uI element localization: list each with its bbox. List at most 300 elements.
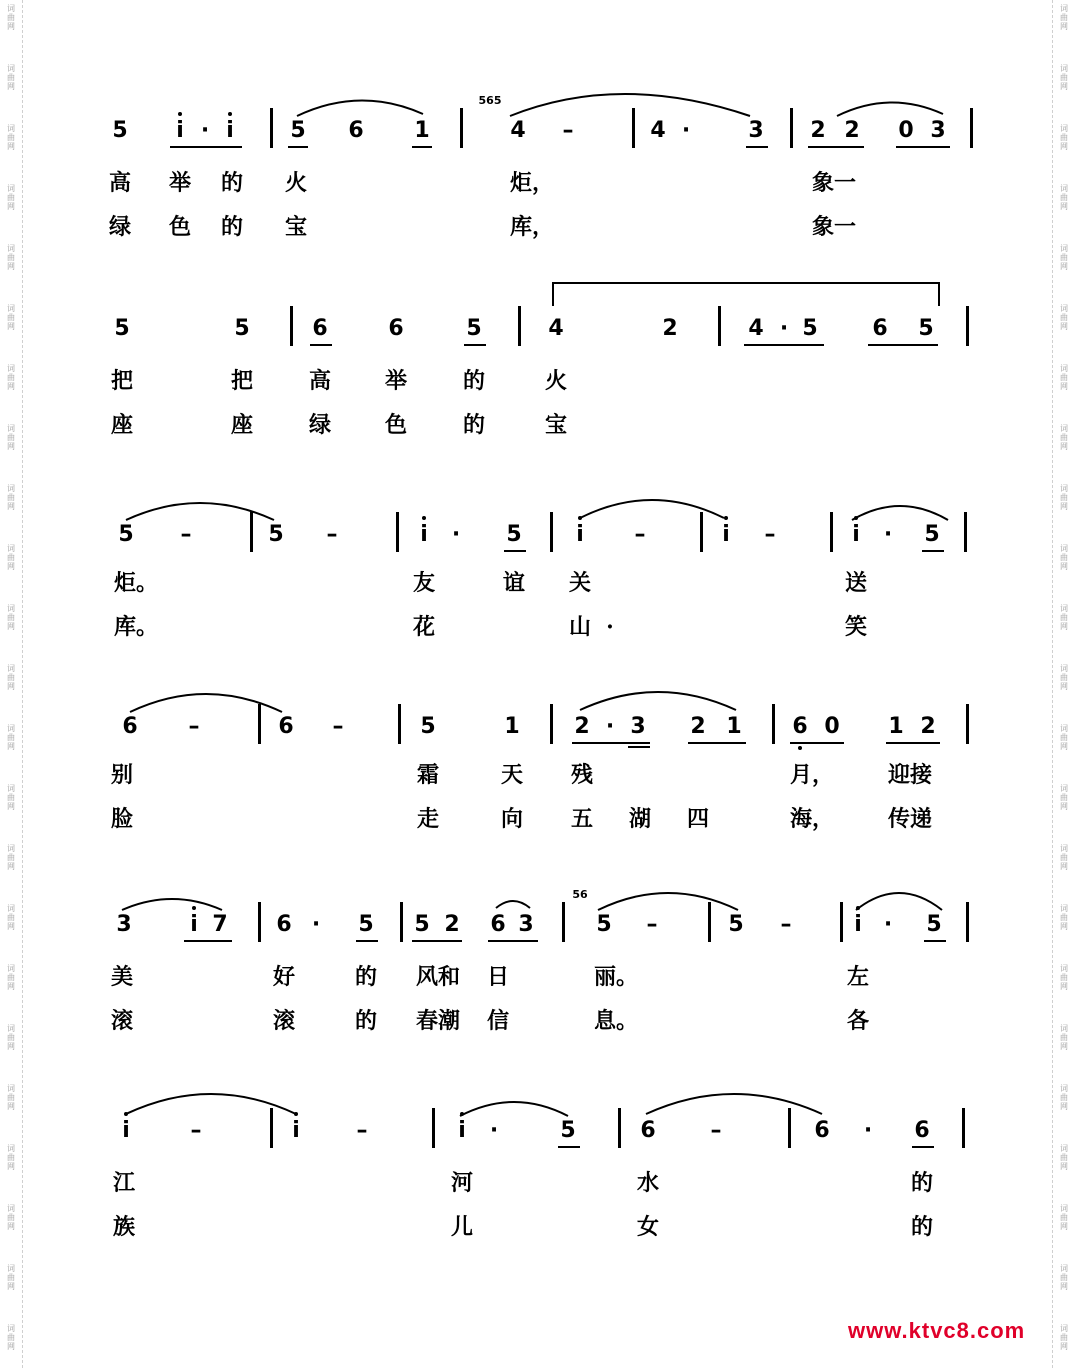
- note: 6: [792, 714, 808, 739]
- barline: [840, 902, 843, 942]
- watermark-text: 词 曲 网: [1060, 244, 1068, 271]
- barline: [550, 704, 553, 744]
- lyric-syllable: 色: [384, 412, 408, 438]
- watermark-text: 词 曲 网: [1060, 544, 1068, 571]
- barline: [518, 306, 521, 346]
- barline: [790, 108, 793, 148]
- lyric-syllable: 库，: [509, 214, 555, 240]
- lyric-syllable: 四: [686, 806, 710, 832]
- note: 2: [920, 714, 936, 739]
- beam-underline: [886, 742, 940, 744]
- lyric-syllable: 迎接: [887, 762, 933, 788]
- note: –: [326, 522, 338, 547]
- watermark-text: 词 曲 网: [1060, 1084, 1068, 1111]
- note: i: [176, 118, 184, 143]
- lyric-syllable: 色: [168, 214, 192, 240]
- lyric-syllable: 脸: [110, 806, 134, 832]
- lyric-syllable: 高: [108, 170, 132, 196]
- lyric-syllable: 高: [308, 368, 332, 394]
- lyric-syllable: 息。: [593, 1008, 639, 1034]
- lyric-syllable: 把: [230, 368, 254, 394]
- watermark-text: 词 曲 网: [1060, 724, 1068, 751]
- beam-underline: [896, 146, 950, 148]
- note: 5: [918, 316, 934, 341]
- note: 5: [414, 912, 430, 937]
- note: 3: [518, 912, 534, 937]
- barline: [432, 1108, 435, 1148]
- barline: [966, 902, 969, 942]
- watermark-text: 词 曲 网: [7, 664, 15, 691]
- watermark-text: 词 曲 网: [7, 4, 15, 31]
- note: 6: [348, 118, 364, 143]
- note: i: [458, 1118, 466, 1143]
- barline: [788, 1108, 791, 1148]
- beam-underline: [922, 550, 944, 552]
- lyric-syllable: 炬，: [509, 170, 555, 196]
- note: 0: [898, 118, 914, 143]
- watermark-text: 词 曲 网: [7, 1024, 15, 1051]
- lyric-verse-1: [0, 368, 1074, 398]
- note: 6: [814, 1118, 830, 1143]
- beam-underline: [310, 344, 332, 346]
- notation-line: [0, 494, 1074, 554]
- note: 5: [802, 316, 818, 341]
- beam-underline: [808, 146, 864, 148]
- barline: [400, 902, 403, 942]
- beam-underline: [356, 940, 378, 942]
- watermark-text: 词 曲 网: [7, 784, 15, 811]
- beam-underline: [558, 1146, 580, 1148]
- slur: [494, 896, 532, 910]
- watermark-text: 词 曲 网: [1060, 904, 1068, 931]
- barline: [290, 306, 293, 346]
- barline: [772, 704, 775, 744]
- note: 6: [490, 912, 506, 937]
- lyric-syllable: 宝: [284, 214, 308, 240]
- lyric-verse-2: [0, 806, 1074, 836]
- note: 5: [728, 912, 744, 937]
- note: ·: [863, 1118, 873, 1143]
- slur: [500, 86, 760, 120]
- watermark-text: 词 曲 网: [1060, 1264, 1068, 1291]
- beam-underline: [184, 940, 232, 942]
- beam-underline: [746, 146, 768, 148]
- grace-notes: 56: [572, 888, 588, 901]
- low-octave-dot: [798, 746, 802, 750]
- lyric-syllable: 别: [110, 762, 134, 788]
- notation-line: [0, 1090, 1074, 1150]
- lyric-verse-2: [0, 1008, 1074, 1038]
- beam-underline: [488, 940, 538, 942]
- barline: [708, 902, 711, 942]
- lyric-syllable: 霜: [416, 762, 440, 788]
- lyric-verse-1: [0, 170, 1074, 200]
- high-octave-dot: [422, 516, 426, 520]
- note: 2: [444, 912, 460, 937]
- lyric-syllable: 把: [110, 368, 134, 394]
- beam-underline: [170, 146, 242, 148]
- notation-line: [0, 90, 1074, 150]
- lyric-syllable: 族: [112, 1214, 136, 1240]
- note: 5: [290, 118, 306, 143]
- lyric-verse-1: [0, 570, 1074, 600]
- note: 6: [914, 1118, 930, 1143]
- barline: [398, 704, 401, 744]
- watermark-text: 词 曲 网: [1060, 424, 1068, 451]
- note: 5: [596, 912, 612, 937]
- watermark-text: 词 曲 网: [1060, 184, 1068, 211]
- note: 4: [548, 316, 564, 341]
- lyric-syllable: 谊: [502, 570, 526, 596]
- slur: [124, 496, 276, 522]
- beam-underline: [912, 1146, 934, 1148]
- note: 4: [748, 316, 764, 341]
- high-octave-dot: [854, 516, 858, 520]
- watermark-text: 词 曲 网: [7, 364, 15, 391]
- beam-underline: [412, 146, 432, 148]
- lyric-syllable: 举: [384, 368, 408, 394]
- repeat-ending-bracket: [552, 282, 940, 306]
- note: 3: [630, 714, 646, 739]
- slur: [578, 492, 726, 520]
- note: ·: [605, 714, 615, 739]
- lyric-syllable: 象一: [811, 170, 857, 196]
- barline: [700, 512, 703, 552]
- barline: [964, 512, 967, 552]
- lyric-syllable: 滚: [110, 1008, 134, 1034]
- note: 1: [726, 714, 742, 739]
- lyric-syllable: 的: [910, 1214, 934, 1240]
- note: 5: [506, 522, 522, 547]
- watermark-text: 词 曲 网: [7, 964, 15, 991]
- slur: [644, 1086, 824, 1116]
- lyric-verse-1: [0, 1170, 1074, 1200]
- lyric-syllable: 火: [544, 368, 568, 394]
- note: ·: [311, 912, 321, 937]
- lyric-syllable: 的: [354, 964, 378, 990]
- lyric-verse-2: [0, 614, 1074, 644]
- barline: [966, 704, 969, 744]
- barline: [250, 512, 253, 552]
- beam-underline: [628, 742, 650, 744]
- note: 5: [234, 316, 250, 341]
- watermark-text: 词 曲 网: [7, 304, 15, 331]
- note: 2: [690, 714, 706, 739]
- beam-underline: [504, 550, 526, 552]
- note: ·: [883, 912, 893, 937]
- lyric-syllable: 象一: [811, 214, 857, 240]
- beam-underline: [288, 146, 308, 148]
- watermark-text: 词 曲 网: [1060, 64, 1068, 91]
- lyric-syllable: 的: [354, 1008, 378, 1034]
- slur: [596, 886, 740, 912]
- watermark-text: 词 曲 网: [7, 1264, 15, 1291]
- note: ·: [489, 1118, 499, 1143]
- note: 5: [926, 912, 942, 937]
- watermark-text: 词 曲 网: [7, 484, 15, 511]
- high-octave-dot: [856, 906, 860, 910]
- note: i: [292, 1118, 300, 1143]
- note: ·: [681, 118, 691, 143]
- lyric-syllable: 河: [450, 1170, 474, 1196]
- note: ·: [779, 316, 789, 341]
- watermark-text: 词 曲 网: [1060, 1324, 1068, 1351]
- watermark-text: 词 曲 网: [7, 64, 15, 91]
- notation-line: [0, 288, 1074, 348]
- lyric-syllable: 库。: [113, 614, 159, 640]
- lyric-syllable: 儿: [450, 1214, 474, 1240]
- high-octave-dot: [228, 112, 232, 116]
- beam-underline: [924, 940, 946, 942]
- lyric-syllable: 的: [220, 170, 244, 196]
- left-margin-watermark: [0, 0, 23, 1368]
- note: –: [190, 1118, 202, 1143]
- slur: [578, 684, 738, 712]
- note: 6: [276, 912, 292, 937]
- note: 3: [930, 118, 946, 143]
- note: 5: [268, 522, 284, 547]
- lyric-syllable: 美: [110, 964, 134, 990]
- watermark-text: 词 曲 网: [1060, 664, 1068, 691]
- lyric-syllable: 五: [570, 806, 594, 832]
- slur: [854, 886, 944, 912]
- barline: [632, 108, 635, 148]
- lyric-syllable: 女: [636, 1214, 660, 1240]
- slur: [458, 1094, 570, 1118]
- watermark-text: 词 曲 网: [1060, 604, 1068, 631]
- barline: [270, 108, 273, 148]
- watermark-text: 词 曲 网: [7, 724, 15, 751]
- lyric-syllable: 座: [110, 412, 134, 438]
- beam-underline: [744, 344, 824, 346]
- note: 6: [640, 1118, 656, 1143]
- lyric-syllable: 月，: [789, 762, 835, 788]
- barline: [396, 512, 399, 552]
- slur: [850, 498, 950, 522]
- note: –: [188, 714, 200, 739]
- lyric-syllable: 举: [168, 170, 192, 196]
- watermark-text: 词 曲 网: [1060, 784, 1068, 811]
- watermark-text: 词 曲 网: [7, 1084, 15, 1111]
- barline: [718, 306, 721, 346]
- note: –: [764, 522, 776, 547]
- beam-underline: [790, 742, 844, 744]
- high-octave-dot: [124, 1112, 128, 1116]
- note: 5: [924, 522, 940, 547]
- lyric-syllable: 送: [844, 570, 868, 596]
- lyric-syllable: 海，: [789, 806, 835, 832]
- note: –: [780, 912, 792, 937]
- lyric-syllable: 江: [112, 1170, 136, 1196]
- lyric-syllable: 日: [486, 964, 510, 990]
- note: 1: [504, 714, 520, 739]
- note: 0: [824, 714, 840, 739]
- slur: [835, 96, 945, 118]
- note: 1: [888, 714, 904, 739]
- note: 5: [358, 912, 374, 937]
- note: i: [854, 912, 862, 937]
- watermark-text: 词 曲 网: [7, 904, 15, 931]
- beam-underline: [688, 742, 746, 744]
- right-margin-watermark: [1052, 0, 1074, 1368]
- watermark-text: 词 曲 网: [1060, 844, 1068, 871]
- site-link[interactable]: www.ktvc8.com: [848, 1318, 1026, 1343]
- note: ·: [883, 522, 893, 547]
- slur: [120, 892, 224, 912]
- note: 6: [122, 714, 138, 739]
- lyric-syllable: 宝: [544, 412, 568, 438]
- note: i: [852, 522, 860, 547]
- watermark-text: 词 曲 网: [7, 544, 15, 571]
- lyric-verse-2: [0, 1214, 1074, 1244]
- note: i: [226, 118, 234, 143]
- high-octave-dot: [294, 1112, 298, 1116]
- lyric-syllable: 各: [846, 1008, 870, 1034]
- high-octave-dot: [178, 112, 182, 116]
- notation-line: [0, 884, 1074, 944]
- note: –: [332, 714, 344, 739]
- note: 5: [118, 522, 134, 547]
- watermark-text: 词 曲 网: [1060, 304, 1068, 331]
- beam-underline: [412, 940, 462, 942]
- note: 2: [844, 118, 860, 143]
- lyric-verse-1: [0, 964, 1074, 994]
- lyric-syllable: 友: [412, 570, 436, 596]
- lyric-syllable: 残: [570, 762, 594, 788]
- note: 5: [420, 714, 436, 739]
- watermark-text: 词 曲 网: [7, 604, 15, 631]
- lyric-syllable: 风和: [415, 964, 461, 990]
- note: 6: [278, 714, 294, 739]
- lyric-syllable: 滚: [272, 1008, 296, 1034]
- note: 6: [312, 316, 328, 341]
- note: 5: [466, 316, 482, 341]
- barline: [460, 108, 463, 148]
- watermark-text: 词 曲 网: [7, 1324, 15, 1351]
- note: –: [562, 118, 574, 143]
- note: 5: [560, 1118, 576, 1143]
- lyric-syllable: 笑: [844, 614, 868, 640]
- lyric-syllable: 信: [486, 1008, 510, 1034]
- watermark-text: 词 曲 网: [7, 184, 15, 211]
- note: 4: [650, 118, 666, 143]
- note: i: [190, 912, 198, 937]
- slur: [295, 94, 425, 118]
- note: 2: [574, 714, 590, 739]
- barline: [970, 108, 973, 148]
- watermark-text: 词 曲 网: [1060, 1144, 1068, 1171]
- beam-underline: [868, 344, 938, 346]
- note: 4: [510, 118, 526, 143]
- lyric-syllable: 的: [910, 1170, 934, 1196]
- lyric-syllable: 湖: [628, 806, 652, 832]
- lyric-verse-1: [0, 762, 1074, 792]
- notation-line: [0, 686, 1074, 746]
- note: ·: [451, 522, 461, 547]
- note: ·: [200, 118, 210, 143]
- note: 6: [388, 316, 404, 341]
- watermark-text: 词 曲 网: [1060, 364, 1068, 391]
- note: 3: [116, 912, 132, 937]
- watermark-text: 词 曲 网: [7, 424, 15, 451]
- note: i: [122, 1118, 130, 1143]
- barline: [830, 512, 833, 552]
- lyric-syllable: 的: [462, 412, 486, 438]
- barline: [966, 306, 969, 346]
- lyric-syllable: 水: [636, 1170, 660, 1196]
- lyric-syllable: 走: [416, 806, 440, 832]
- lyric-syllable: 传递: [887, 806, 933, 832]
- watermark-text: 词 曲 网: [7, 124, 15, 151]
- watermark-text: 词 曲 网: [7, 1204, 15, 1231]
- lyric-syllable: 左: [846, 964, 870, 990]
- note: i: [576, 522, 584, 547]
- lyric-syllable: 丽。: [593, 964, 639, 990]
- note: 6: [872, 316, 888, 341]
- watermark-text: 词 曲 网: [7, 1144, 15, 1171]
- watermark-text: 词 曲 网: [7, 244, 15, 271]
- barline: [258, 902, 261, 942]
- note: 2: [810, 118, 826, 143]
- lyric-syllable: 绿: [108, 214, 132, 240]
- lyric-syllable: 好: [272, 964, 296, 990]
- lyric-syllable: 天: [500, 762, 524, 788]
- note: 5: [114, 316, 130, 341]
- lyric-syllable: 火: [284, 170, 308, 196]
- grace-notes: 565: [478, 94, 502, 107]
- barline: [618, 1108, 621, 1148]
- watermark-text: 词 曲 网: [7, 844, 15, 871]
- watermark-text: 词 曲 网: [1060, 1024, 1068, 1051]
- watermark-text: 词 曲 网: [1060, 124, 1068, 151]
- lyric-syllable: 座: [230, 412, 254, 438]
- lyric-syllable: 的: [462, 368, 486, 394]
- note: i: [420, 522, 428, 547]
- note: –: [180, 522, 192, 547]
- lyric-syllable: 春潮: [415, 1008, 461, 1034]
- watermark-text: 词 曲 网: [1060, 484, 1068, 511]
- watermark-text: 词 曲 网: [1060, 1204, 1068, 1231]
- high-octave-dot: [578, 516, 582, 520]
- note: 3: [748, 118, 764, 143]
- note: 7: [212, 912, 228, 937]
- high-octave-dot: [460, 1112, 464, 1116]
- note: –: [646, 912, 658, 937]
- beam-underline: [464, 344, 486, 346]
- lyric-verse-2: [0, 412, 1074, 442]
- lyric-syllable: 山: [568, 614, 592, 640]
- note: i: [722, 522, 730, 547]
- note: 5: [112, 118, 128, 143]
- lyric-syllable: 的: [220, 214, 244, 240]
- note: –: [356, 1118, 368, 1143]
- barline: [270, 1108, 273, 1148]
- high-octave-dot: [192, 906, 196, 910]
- note: 2: [662, 316, 678, 341]
- lyric-syllable: 向: [500, 806, 524, 832]
- note: 1: [414, 118, 430, 143]
- barline: [562, 902, 565, 942]
- barline: [962, 1108, 965, 1148]
- lyric-syllable: 花: [412, 614, 436, 640]
- lyric-syllable: ·: [606, 614, 614, 640]
- lyric-syllable: 炬。: [113, 570, 159, 596]
- high-octave-dot: [724, 516, 728, 520]
- lyric-syllable: 关: [568, 570, 592, 596]
- barline: [258, 704, 261, 744]
- watermark-text: 词 曲 网: [1060, 964, 1068, 991]
- barline: [550, 512, 553, 552]
